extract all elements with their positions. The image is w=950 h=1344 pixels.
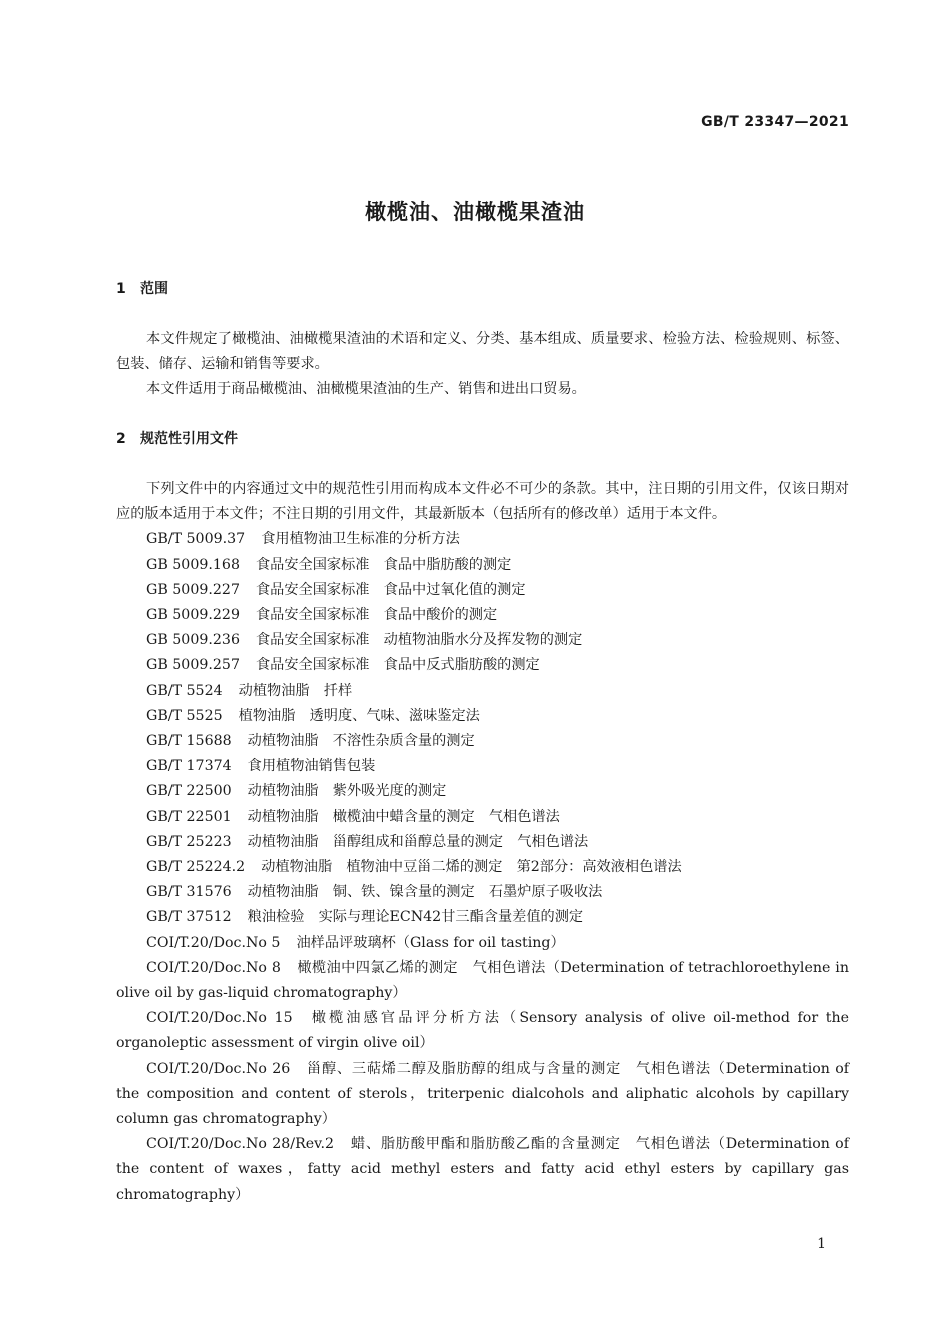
reference-code: GB/T 5009.37 [146, 531, 246, 548]
reference-title: 食用植物油销售包装 [247, 758, 376, 775]
reference-title: 食品安全国家标准 食品中过氧化值的测定 [255, 581, 526, 598]
reference-code: COI/T.20/Doc.No 5 [146, 934, 281, 951]
scope-body [116, 327, 849, 403]
reference-item [116, 527, 849, 552]
reference-title: 动植物油脂 不溶性杂质含量的测定 [247, 733, 475, 750]
reference-title: 动植物油脂 橄榄油中蜡含量的测定 气相色谱法 [247, 808, 560, 825]
reference-code: GB/T 25223 [146, 833, 232, 850]
reference-item [116, 855, 849, 880]
reference-code: COI/T.20/Doc.No 15 [146, 1010, 293, 1027]
section-1-heading [116, 278, 168, 298]
reference-title: 食品安全国家标准 食品中反式脂肪酸的测定 [255, 657, 540, 674]
reference-title: 动植物油脂 扦样 [238, 682, 353, 699]
reference-title: 动植物油脂 铜、铁、镍含量的测定 石墨炉原子吸收法 [247, 884, 603, 901]
section-title: 规范性引用文件 [140, 431, 238, 447]
document-title: 橄榄油、油橄榄果渣油 [365, 200, 585, 224]
reference-item [116, 679, 849, 704]
reference-code: GB/T 25224.2 [146, 859, 246, 876]
reference-code: GB 5009.227 [146, 581, 240, 598]
reference-item [116, 754, 849, 779]
reference-code: GB/T 22501 [146, 808, 232, 825]
reference-code: GB/T 31576 [146, 884, 232, 901]
reference-title: 橄榄油感官品评分析方法（Sensory analysis of olive oil-method for the organoleptic assessment of virgin olive oil） [116, 1010, 849, 1052]
section-title: 范围 [140, 281, 168, 297]
section-number: 1 [116, 281, 126, 297]
reference-code: GB/T 5525 [146, 707, 223, 724]
paragraph: 本文件适用于商品橄榄油、油橄榄果渣油的生产、销售和进出口贸易。 [146, 381, 586, 398]
reference-list [116, 527, 849, 1207]
reference-item [116, 830, 849, 855]
reference-code: GB/T 17374 [146, 758, 232, 775]
reference-code: GB/T 37512 [146, 909, 232, 926]
reference-title: 粮油检验 实际与理论ECN42甘三酯含量差值的测定 [247, 909, 584, 926]
reference-code: COI/T.20/Doc.No 26 [146, 1060, 291, 1077]
reference-code: COI/T.20/Doc.No 28/Rev.2 [146, 1136, 335, 1153]
reference-item [116, 704, 849, 729]
reference-item [116, 779, 849, 804]
reference-title: 蜡、脂肪酸甲酯和脂肪酸乙酯的含量测定 气相色谱法（Determination of the content of waxes，fatty acid methyl esters and fatty acid ethyl esters by capillary gas chromatography） [116, 1136, 849, 1203]
reference-code: GB/T 15688 [146, 733, 232, 750]
reference-item [116, 653, 849, 678]
reference-title: 动植物油脂 植物油中豆甾二烯的测定 第2部分：高效液相色谱法 [261, 859, 682, 876]
reference-item [116, 603, 849, 628]
paragraph: 本文件规定了橄榄油、油橄榄果渣油的术语和定义、分类、基本组成、质量要求、检验方法、检验规则、标签、包装、储存、运输和销售等要求。 [116, 331, 849, 373]
reference-item [116, 1132, 849, 1208]
reference-code: GB 5009.229 [146, 607, 240, 624]
reference-item [116, 931, 849, 956]
reference-item [116, 553, 849, 578]
reference-code: GB 5009.257 [146, 657, 240, 674]
reference-title: 植物油脂 透明度、气味、滋味鉴定法 [238, 707, 480, 724]
reference-code: GB 5009.168 [146, 556, 240, 573]
reference-item [116, 578, 849, 603]
reference-title: 甾醇、三萜烯二醇及脂肪醇的组成与含量的测定 气相色谱法（Determination of the composition and content of sterols，triterpenic dialcohols and aliphatic alcohols by capillary column gas chromatography） [116, 1060, 849, 1128]
reference-item [116, 956, 849, 1006]
reference-item [116, 880, 849, 905]
standard-number: GB/T 23347—2021 [701, 114, 849, 130]
reference-item [116, 729, 849, 754]
reference-code: COI/T.20/Doc.No 8 [146, 959, 281, 976]
reference-item [116, 1006, 849, 1056]
reference-code: GB/T 5524 [146, 682, 223, 699]
normative-references-body [116, 477, 849, 1208]
section-number: 2 [116, 431, 126, 447]
reference-item [116, 1057, 849, 1133]
reference-title: 橄榄油中四氯乙烯的测定 气相色谱法（Determination of tetrachloroethylene in olive oil by gas-liquid chromatography） [116, 959, 849, 1002]
reference-item [116, 905, 849, 930]
reference-code: GB 5009.236 [146, 632, 240, 649]
reference-title: 食品安全国家标准 食品中脂肪酸的测定 [255, 556, 512, 573]
paragraph: 下列文件中的内容通过文中的规范性引用而构成本文件必不可少的条款。其中，注日期的引用文件，仅该日期对应的版本适用于本文件；不注日期的引用文件，其最新版本（包括所有的修改单）适用于本文件。 [116, 481, 849, 523]
section-2-heading [116, 428, 238, 448]
reference-item [116, 805, 849, 830]
reference-title: 油样品评玻璃杯（Glass for oil tasting） [296, 934, 565, 951]
reference-item [116, 628, 849, 653]
reference-title: 食品安全国家标准 食品中酸价的测定 [255, 607, 498, 624]
reference-title: 食用植物油卫生标准的分析方法 [261, 531, 460, 548]
page-number: 1 [817, 1236, 826, 1252]
reference-code: GB/T 22500 [146, 783, 232, 800]
reference-title: 食品安全国家标准 动植物油脂水分及挥发物的测定 [255, 632, 583, 649]
reference-title: 动植物油脂 甾醇组成和甾醇总量的测定 气相色谱法 [247, 833, 589, 850]
reference-title: 动植物油脂 紫外吸光度的测定 [247, 783, 447, 800]
